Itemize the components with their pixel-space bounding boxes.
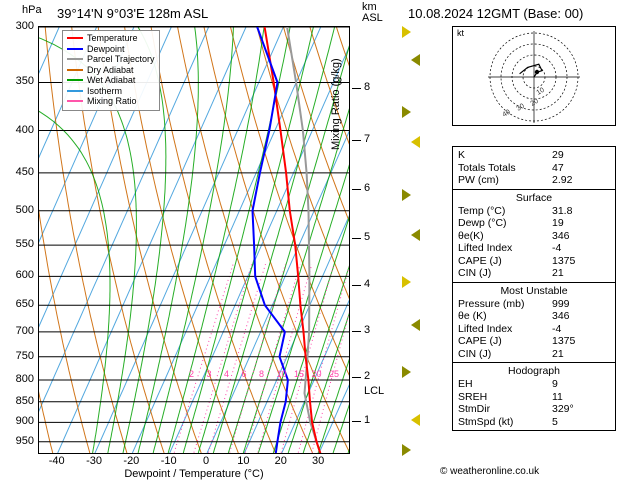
pressure-tick: 400: [15, 123, 34, 136]
index-row: [453, 298, 615, 311]
legend-label: Wet Adiabat: [87, 75, 136, 85]
svg-text:10: 10: [535, 86, 546, 97]
svg-text:3: 3: [206, 368, 212, 379]
index-key: Temp (°C): [458, 204, 506, 217]
index-row: [453, 242, 615, 255]
temperature-tick: -20: [123, 455, 140, 467]
svg-text:30: 30: [515, 102, 526, 113]
index-row: [453, 255, 615, 268]
altitude-tick: 8: [364, 80, 371, 93]
svg-text:4: 4: [224, 368, 230, 379]
index-key: Totals Totals: [458, 161, 516, 174]
altitude-dash: [352, 285, 361, 286]
altitude-dash: [352, 331, 361, 332]
temperature-tick: -30: [86, 455, 102, 467]
altitude-tick: 3: [364, 324, 371, 337]
index-key: StmSpd (kt): [458, 415, 514, 428]
index-value: -4: [552, 322, 562, 335]
index-key: PW (cm): [458, 174, 499, 186]
hodograph-svg: [453, 27, 615, 125]
legend-label: Mixing Ratio: [87, 96, 137, 106]
svg-text:25: 25: [329, 368, 340, 379]
lcl-label: LCL: [364, 385, 385, 398]
legend-color-swatch: [67, 100, 83, 102]
index-value: 1375: [552, 254, 576, 267]
index-value: 29: [552, 149, 564, 161]
index-value: 31.8: [552, 204, 573, 217]
index-value: 9: [552, 378, 558, 390]
svg-text:20: 20: [311, 368, 322, 379]
index-value: 5: [552, 415, 558, 428]
pressure-axis: [0, 20, 36, 456]
index-key: CAPE (J): [458, 335, 502, 347]
index-value: 999: [552, 297, 570, 310]
chart-legend: [62, 30, 160, 111]
altitude-dash: [352, 377, 361, 378]
legend-item: [67, 96, 155, 107]
index-value: 346: [552, 229, 570, 242]
legend-label: Isotherm: [87, 85, 123, 96]
index-value: 19: [552, 217, 564, 229]
altitude-tick: 5: [364, 230, 371, 243]
index-key: θe(K): [458, 229, 484, 242]
legend-color-swatch: [67, 79, 83, 81]
index-row: [453, 174, 615, 187]
surface-indices-box: [452, 189, 616, 282]
hodograph-unit-label: kt: [457, 28, 465, 38]
altitude-dash: [352, 140, 361, 141]
pressure-tick: 800: [15, 372, 34, 385]
svg-text:10: 10: [276, 368, 287, 379]
index-row: [453, 348, 615, 361]
index-row: [453, 217, 615, 230]
index-row: [453, 162, 615, 175]
index-value: 21: [552, 347, 564, 360]
altitude-tick: 4: [364, 277, 371, 290]
legend-item: [67, 44, 155, 55]
index-value: 47: [552, 161, 564, 174]
altitude-tick: 2: [364, 369, 371, 382]
altitude-tick: 6: [364, 182, 371, 195]
index-row: [453, 310, 615, 323]
index-row: [453, 323, 615, 336]
temperature-tick: -40: [48, 455, 65, 467]
temperature-tick: 0: [203, 455, 210, 467]
index-value: 2.92: [552, 174, 573, 186]
legend-label: Temperature: [87, 33, 138, 43]
altitude-tick: 1: [364, 413, 371, 426]
temperature-tick: 10: [237, 455, 250, 467]
section-heading: Hodograph: [508, 365, 560, 377]
index-key: K: [458, 149, 466, 161]
altitude-dash: [352, 88, 361, 89]
pressure-tick: 950: [15, 434, 34, 447]
legend-item: [67, 65, 155, 76]
legend-item: [67, 54, 155, 65]
pressure-tick: 300: [15, 20, 34, 32]
index-row: [453, 335, 615, 348]
legend-label: Dry Adiabat: [87, 64, 134, 75]
legend-label: Parcel Trajectory: [87, 54, 155, 64]
legend-color-swatch: [67, 90, 83, 92]
pressure-unit-label: hPa: [22, 4, 42, 16]
index-key: Lifted Index: [458, 322, 513, 335]
x-axis-title: Dewpoint / Temperature (°C): [124, 468, 264, 480]
legend-item: [67, 33, 155, 44]
temperature-tick: 30: [311, 455, 325, 467]
hodograph: [452, 26, 616, 126]
pressure-tick: 600: [15, 269, 34, 282]
indices-tables: [452, 146, 616, 431]
index-value: 329°: [552, 403, 574, 415]
index-row: [453, 149, 615, 162]
svg-text:8: 8: [259, 368, 265, 379]
index-row: [453, 403, 615, 416]
svg-text:40: 40: [501, 108, 512, 119]
altitude-unit-label: km ASL: [362, 1, 383, 24]
altitude-tick: 7: [364, 133, 371, 146]
most-unstable-box: [452, 282, 616, 363]
index-value: 21: [552, 267, 564, 279]
legend-color-swatch: [67, 48, 83, 50]
index-key: Pressure (mb): [458, 297, 525, 310]
index-key: Dewp (°C): [458, 217, 507, 229]
pressure-tick: 350: [15, 75, 34, 88]
index-row: [453, 267, 615, 280]
info-panel: [400, 0, 629, 486]
altitude-axis: [352, 26, 398, 456]
index-row: [453, 378, 615, 391]
datetime-title: 10.08.2024 12GMT (Base: 00): [408, 6, 584, 21]
pressure-tick: 700: [15, 324, 34, 337]
index-key: CIN (J): [458, 347, 492, 360]
pressure-tick: 450: [15, 165, 34, 178]
index-key: EH: [458, 378, 473, 390]
pressure-tick: 900: [15, 415, 34, 428]
temperature-tick: 20: [274, 455, 287, 467]
altitude-dash: [352, 238, 361, 239]
legend-label: Dewpoint: [87, 43, 125, 54]
legend-item: [67, 86, 155, 97]
index-value: 11: [552, 390, 563, 403]
index-key: CIN (J): [458, 267, 492, 279]
legend-color-swatch: [67, 58, 83, 60]
index-value: 1375: [552, 335, 576, 347]
index-row: [453, 205, 615, 218]
pressure-tick: 850: [15, 394, 34, 407]
index-row: [453, 416, 615, 429]
station-title: 39°14'N 9°03'E 128m ASL: [57, 6, 209, 21]
legend-item: [67, 75, 155, 86]
pressure-tick: 550: [15, 238, 34, 251]
index-value: 346: [552, 310, 570, 322]
index-key: CAPE (J): [458, 254, 502, 267]
section-heading: Most Unstable: [500, 284, 568, 297]
svg-text:15: 15: [294, 368, 305, 379]
svg-text:20: 20: [529, 97, 540, 108]
legend-color-swatch: [67, 37, 83, 39]
copyright-notice: © weatheronline.co.uk: [440, 466, 540, 477]
legend-color-swatch: [67, 69, 83, 71]
altitude-dash: [352, 189, 361, 190]
pressure-tick: 650: [15, 298, 34, 311]
index-key: SREH: [458, 390, 488, 403]
index-value: -4: [552, 242, 562, 254]
pressure-tick: 750: [15, 349, 34, 362]
index-row: [453, 230, 615, 243]
altitude-dash: [352, 421, 361, 422]
svg-text:2: 2: [189, 368, 195, 379]
pressure-tick: 500: [15, 203, 34, 216]
hodograph-indices-box: [452, 362, 616, 431]
svg-text:6: 6: [241, 368, 247, 379]
index-row: [453, 391, 615, 404]
section-heading: Surface: [515, 191, 553, 204]
basic-indices-box: [452, 146, 616, 189]
index-key: StmDir: [458, 403, 491, 415]
index-key: Lifted Index: [458, 242, 513, 254]
index-key: θe (K): [458, 310, 487, 322]
temperature-tick: -10: [160, 455, 177, 467]
mixing-ratio-axis-title: Mixing Ratio (g/kg): [330, 58, 342, 150]
